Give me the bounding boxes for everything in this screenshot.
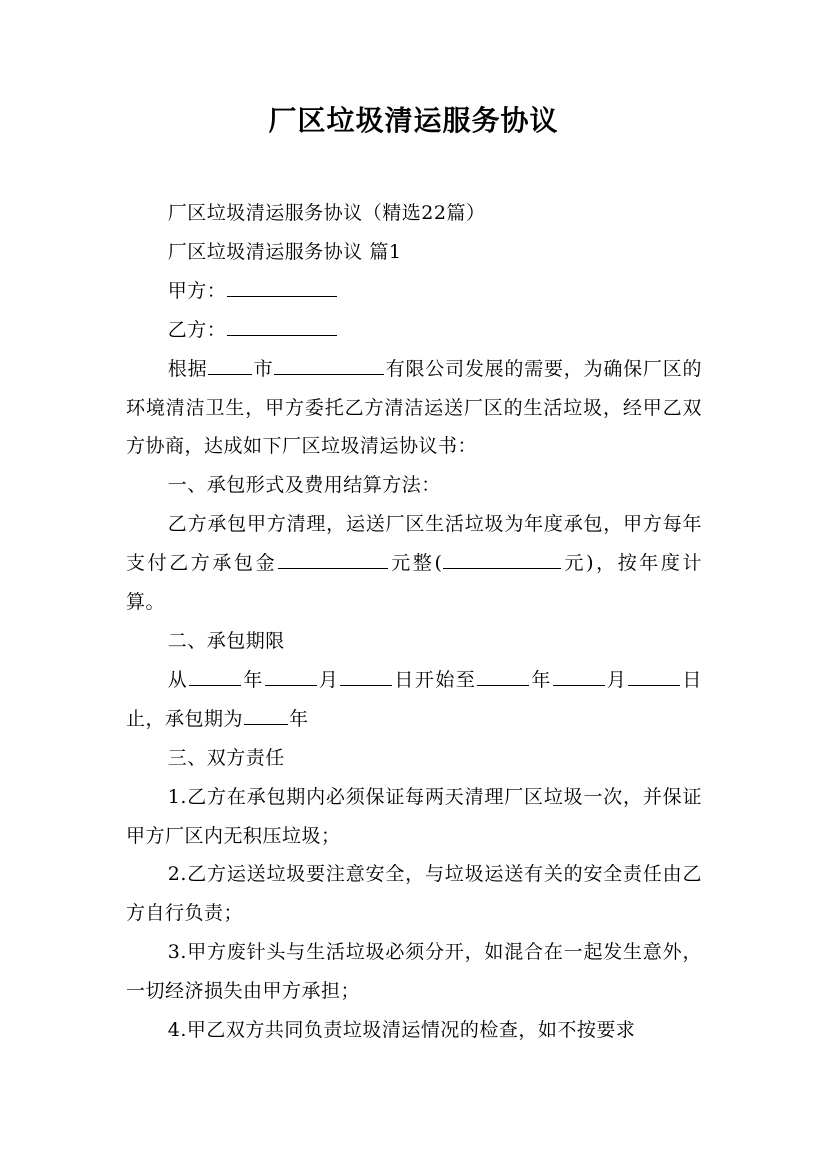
duration-blank	[244, 704, 288, 725]
end-day-blank	[628, 665, 680, 686]
start-year-blank	[189, 665, 241, 686]
document-title: 厂区垃圾清运服务协议	[268, 104, 559, 137]
payment-text-3: 元)，按年度计算。	[126, 552, 702, 614]
section-heading: 厂区垃圾清运服务协议 篇1	[167, 240, 402, 263]
heading-contract-form: 一、承包形式及费用结算方法：	[167, 474, 441, 497]
end-month-blank	[553, 665, 605, 686]
heading-contract-period: 二、承包期限	[167, 629, 285, 652]
period-month-1: 月	[317, 668, 340, 691]
period-from: 从	[167, 668, 189, 691]
start-month-blank	[265, 665, 317, 686]
basis-company: 有限公司发展的需要，为确保厂区的环境清洁卫生，甲方委托乙方清洁运送厂区的生活垃圾，经甲乙双方协商，达成如下厂区垃圾清运协议书：	[126, 357, 702, 458]
amount-figure-blank	[443, 548, 561, 569]
responsibility-item-3: 3.甲方废针头与生活垃圾必须分开，如混合在一起发生意外，一切经济损失由甲方承担；	[126, 941, 702, 1003]
period-year-2: 年	[530, 668, 552, 691]
company-blank	[274, 354, 384, 375]
party-b-blank	[227, 315, 337, 336]
heading-responsibilities: 三、双方责任	[167, 746, 285, 769]
basis-paragraph	[126, 350, 702, 467]
party-b-label: 乙方：	[167, 318, 227, 341]
payment-text-1: 乙方承包甲方清理，运送厂区生活垃圾为年度承包，甲方每年支付乙方承包金	[126, 513, 702, 575]
end-year-blank	[477, 665, 529, 686]
payment-paragraph	[126, 505, 702, 622]
basis-city: 市	[253, 357, 274, 380]
party-a-blank	[227, 276, 337, 297]
responsibility-item-1: 1.乙方在承包期内必须保证每两天清理厂区垃圾一次，并保证甲方厂区内无积压垃圾；	[126, 785, 702, 847]
party-a-label: 甲方：	[167, 279, 227, 302]
party-a-line	[126, 272, 702, 311]
period-end: 日止，承包期为	[126, 668, 702, 730]
document-body	[126, 194, 702, 1050]
start-day-blank	[340, 665, 392, 686]
payment-text-2: 元整(	[389, 552, 443, 575]
responsibility-item-4: 4.甲乙双方共同负责垃圾清运情况的检查，如不按要求	[167, 1019, 636, 1042]
intro-line: 厂区垃圾清运服务协议（精选22篇）	[167, 202, 486, 224]
party-b-line	[126, 311, 702, 350]
period-years: 年	[289, 707, 309, 730]
period-year-1: 年	[242, 668, 264, 691]
city-blank	[208, 354, 252, 375]
period-paragraph	[126, 661, 702, 739]
amount-words-blank	[278, 548, 388, 569]
period-month-2: 月	[605, 668, 628, 691]
responsibility-item-2: 2.乙方运送垃圾要注意安全，与垃圾运送有关的安全责任由乙方自行负责；	[126, 863, 702, 925]
basis-prefix: 根据	[167, 357, 208, 380]
period-start: 日开始至	[393, 668, 477, 691]
